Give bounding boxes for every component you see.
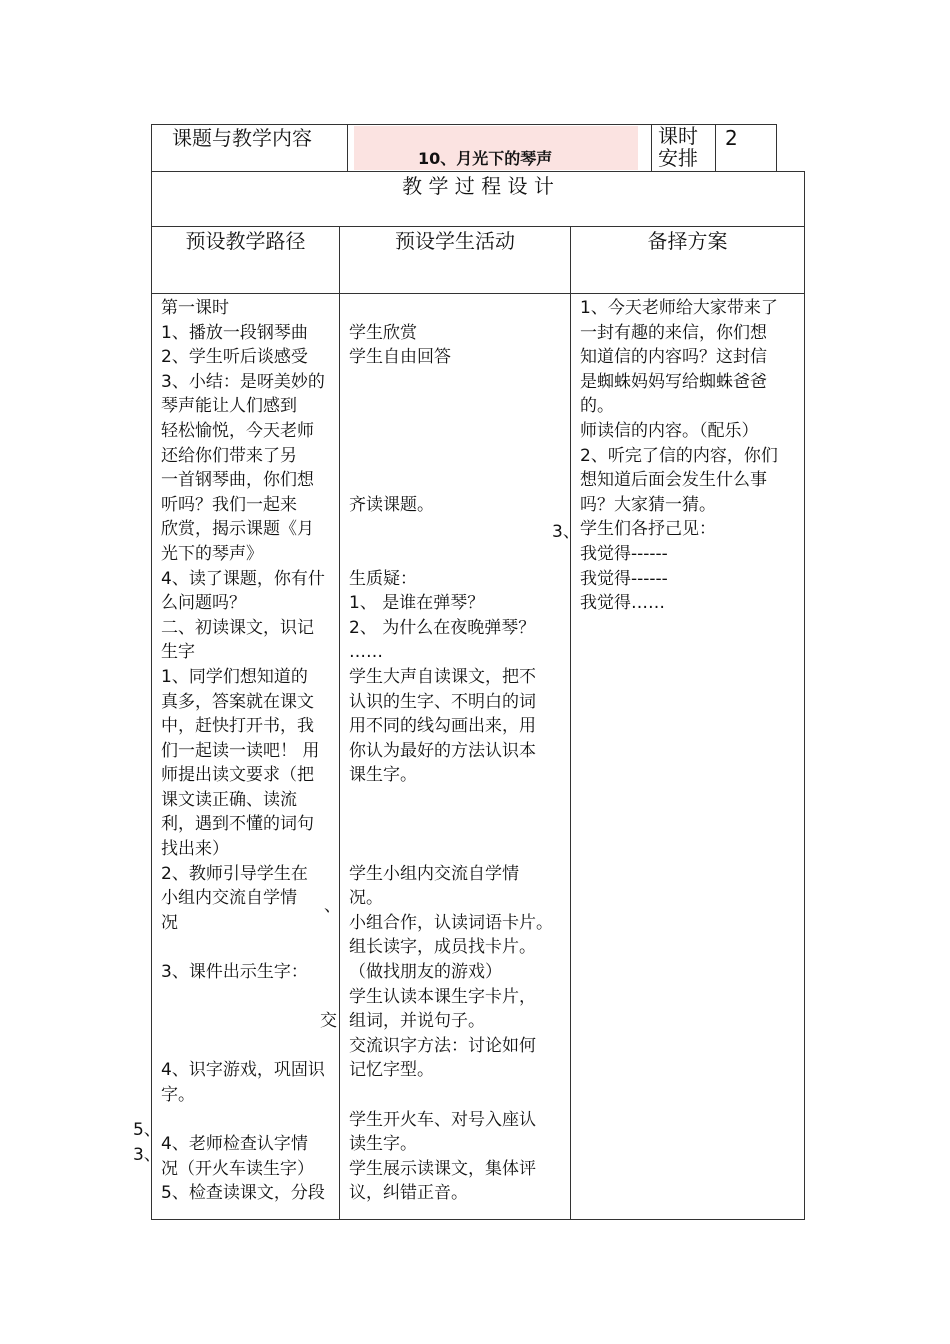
text-line: 5、检查读课文，分段 bbox=[161, 1183, 325, 1204]
text-line: 知道信的内容吗？这封信 bbox=[580, 347, 767, 368]
text-line: 光下的琴声》 bbox=[161, 543, 263, 564]
text-line: 1、 是谁在弹琴？ bbox=[349, 593, 485, 614]
column-header-bottom bbox=[151, 293, 805, 294]
text-line: 1、同学们想知道的 bbox=[161, 666, 308, 687]
text-line: 学生认读本课生字卡片， bbox=[349, 986, 536, 1007]
text-line: 生质疑： bbox=[349, 568, 417, 589]
hours-value: 2 bbox=[725, 126, 738, 150]
header-divider-3 bbox=[715, 124, 716, 172]
text-line: 还给你们带来了另 bbox=[161, 445, 297, 466]
text-line: 师读信的内容。（配乐） bbox=[580, 420, 759, 441]
column-header-activity: 预设学生活动 bbox=[395, 229, 515, 253]
text-line bbox=[349, 788, 553, 813]
text-line bbox=[349, 837, 553, 862]
text-line: 学生欣赏 bbox=[349, 322, 417, 343]
text-line: （做找朋友的游戏） bbox=[349, 962, 502, 983]
text-line: 学生自由回答 bbox=[349, 347, 451, 368]
text-line: 交流识字方法：讨论如何 bbox=[349, 1035, 536, 1056]
text-line: 轻松愉悦，今天老师 bbox=[161, 420, 314, 441]
text-line: 我觉得------ bbox=[580, 568, 668, 589]
text-line: 的。 bbox=[580, 396, 614, 417]
text-line: 小组合作，认读词语卡片。 bbox=[349, 912, 553, 933]
design-row-bottom bbox=[151, 226, 805, 227]
text-line: 读生字。 bbox=[349, 1134, 417, 1155]
text-line: 利，遇到不懂的词句 bbox=[161, 814, 314, 835]
text-line: 我觉得------ bbox=[580, 543, 668, 564]
text-line: 一首钢琴曲，你们想 bbox=[161, 470, 314, 491]
text-line: 2、教师引导学生在 bbox=[161, 863, 308, 884]
text-line: 学生开火车、对号入座认 bbox=[349, 1109, 536, 1130]
text-line: 生字 bbox=[161, 642, 195, 663]
text-line: 4、老师检查认字情 bbox=[161, 1134, 308, 1155]
text-line: 3、课件出示生字： bbox=[161, 962, 308, 983]
text-line: 第一课时 bbox=[161, 298, 229, 318]
text-line bbox=[349, 394, 553, 419]
header-divider-1 bbox=[347, 124, 348, 172]
topic-label: 课题与教学内容 bbox=[172, 126, 312, 150]
table-border-bottom bbox=[151, 1219, 805, 1220]
text-line: 们一起读一读吧！ 用 bbox=[161, 740, 320, 761]
text-line bbox=[349, 812, 553, 837]
text-line: 1、播放一段钢琴曲 bbox=[161, 322, 308, 343]
header-border-right bbox=[776, 124, 777, 172]
header-row-bottom bbox=[151, 171, 805, 172]
text-line: 你认为最好的方法认识本 bbox=[349, 740, 536, 761]
text-line bbox=[161, 985, 337, 1010]
text-line: 听吗？我们一起来 bbox=[161, 494, 297, 515]
text-line: 想知道后面会发生什么事 bbox=[580, 470, 767, 491]
text-line: 4、识字游戏，巩固识 bbox=[161, 1060, 325, 1081]
text-line bbox=[349, 444, 553, 469]
margin-marker-3: 3、 bbox=[133, 1145, 161, 1165]
text-line: 一封有趣的来信，你们想 bbox=[580, 322, 767, 343]
text-line: 组长读字，成员找卡片。 bbox=[349, 937, 536, 958]
text-line: 用不同的线勾画出来，用 bbox=[349, 716, 536, 737]
text-line: 我觉得…… bbox=[580, 593, 665, 614]
text-line bbox=[349, 296, 553, 321]
text-line: 认识的生字、不明白的词 bbox=[349, 691, 536, 712]
text-line: 真多，答案就在课文 bbox=[161, 691, 314, 712]
text-line: 4、读了课题，你有什 bbox=[161, 568, 325, 589]
text-line bbox=[349, 1083, 553, 1108]
column-header-alt: 备择方案 bbox=[647, 229, 728, 253]
table-border-left bbox=[151, 124, 152, 1220]
text-line bbox=[349, 370, 553, 395]
text-line: …… bbox=[349, 642, 383, 663]
text-line: 二、初读课文，识记 bbox=[161, 617, 314, 638]
text-line: 学生展示读课文，集体评 bbox=[349, 1158, 536, 1179]
text-line bbox=[161, 1034, 337, 1059]
text-line: 琴声能让人们感到 bbox=[161, 396, 297, 417]
table-border-right bbox=[804, 171, 805, 1220]
text-line: 1、今天老师给大家带来了 bbox=[580, 298, 778, 318]
text-line: 师提出读文要求（把 bbox=[161, 765, 314, 786]
teaching-path-column bbox=[161, 296, 337, 1206]
text-line: 2、 为什么在夜晚弹琴？ bbox=[349, 617, 536, 638]
alt-list-marker: 3、 bbox=[552, 522, 580, 542]
text-line: 课文读正确、读流 bbox=[161, 789, 297, 810]
text-line: 组词，并说句子。 bbox=[349, 1011, 485, 1032]
topic-title: 10、月光下的琴声 bbox=[418, 149, 553, 168]
text-line: 齐读课题。 bbox=[349, 494, 434, 515]
text-line: 中，赶快打开书，我 bbox=[161, 716, 314, 737]
text-line bbox=[349, 419, 553, 444]
text-line: 交 bbox=[320, 1011, 337, 1032]
text-line: 是蜘蛛妈妈写给蜘蛛爸爸 bbox=[580, 371, 767, 392]
column-divider-1 bbox=[339, 226, 340, 1220]
text-line bbox=[349, 542, 553, 567]
text-line bbox=[161, 935, 337, 960]
text-line: 欣赏，揭示课题《月 bbox=[161, 519, 314, 540]
text-line: 记忆字型。 bbox=[349, 1060, 434, 1081]
text-line: 况 bbox=[161, 912, 178, 933]
text-line: 况。 bbox=[349, 888, 383, 909]
hours-label-line-1: 课时 bbox=[658, 124, 698, 148]
text-line: 学生大声自读课文，把不 bbox=[349, 666, 536, 687]
alternative-plan-column bbox=[580, 296, 778, 616]
text-line: 议，纠错正音。 bbox=[349, 1183, 468, 1204]
column-header-path: 预设教学路径 bbox=[185, 229, 306, 253]
text-line: 么问题吗？ bbox=[161, 593, 246, 614]
text-line: 2、学生听后谈感受 bbox=[161, 347, 308, 368]
text-line bbox=[349, 517, 553, 542]
text-line: 2、听完了信的内容，你们 bbox=[580, 445, 778, 466]
text-line: 字。 bbox=[161, 1085, 195, 1105]
design-title: 教 学 过 程 设 计 bbox=[402, 174, 554, 198]
text-line: 学生小组内交流自学情 bbox=[349, 863, 519, 884]
text-line: 3、小结：是呀美妙的 bbox=[161, 371, 325, 392]
text-line bbox=[161, 1108, 337, 1133]
student-activity-column bbox=[349, 296, 553, 1206]
header-divider-2 bbox=[651, 124, 652, 172]
text-line: 小组内交流自学情 bbox=[161, 888, 297, 909]
text-line: 找出来） bbox=[161, 839, 229, 860]
text-line: 课生字。 bbox=[349, 765, 417, 786]
text-line: 况（开火车读生字） bbox=[161, 1158, 314, 1179]
text-line bbox=[349, 468, 553, 493]
text-line: 吗？大家猜一猜。 bbox=[580, 494, 716, 515]
margin-marker-5: 5、 bbox=[133, 1120, 161, 1140]
hours-label-line-2: 安排 bbox=[658, 146, 698, 170]
column-divider-2 bbox=[570, 226, 571, 1220]
path-marker: 、 bbox=[324, 896, 341, 916]
text-line: 学生们各抒己见： bbox=[580, 519, 716, 540]
